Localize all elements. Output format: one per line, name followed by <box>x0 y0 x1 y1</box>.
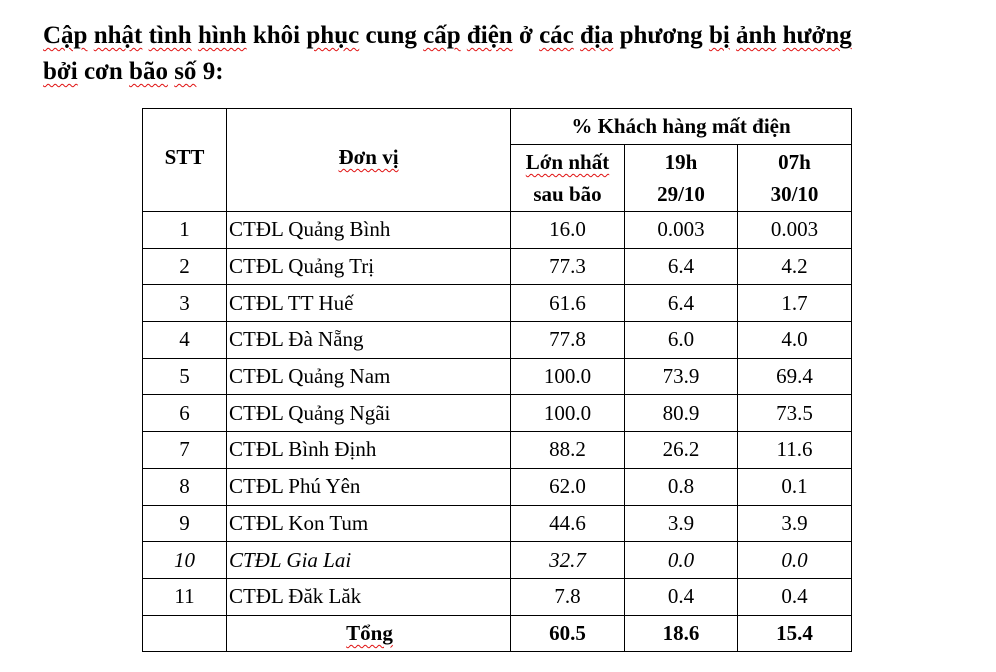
cell-07h: 0.0 <box>738 542 852 579</box>
title-word: ảnh <box>736 22 777 49</box>
title-word: tình <box>148 22 192 49</box>
title-word: điện <box>466 22 513 49</box>
power-outage-table <box>142 108 852 652</box>
table-row <box>143 248 852 285</box>
header-group-outage-percent: % Khách hàng mất điện <box>511 109 852 145</box>
cell-19h: 3.9 <box>625 505 738 542</box>
cell-19h: 80.9 <box>625 395 738 432</box>
table-row <box>143 432 852 469</box>
title-word: hình <box>197 22 247 49</box>
header-max-after-storm: Lớn nhất sau bão <box>511 145 625 212</box>
cell-max: 62.0 <box>511 468 625 505</box>
cell-unit: CTĐL Quảng Bình <box>227 212 511 249</box>
cell-07h: 69.4 <box>738 358 852 395</box>
cell-max: 61.6 <box>511 285 625 322</box>
cell-stt-empty <box>143 615 227 652</box>
document-title <box>43 18 973 90</box>
cell-19h: 26.2 <box>625 432 738 469</box>
cell-07h: 0.003 <box>738 212 852 249</box>
cell-unit: CTĐL Kon Tum <box>227 505 511 542</box>
cell-19h: 6.0 <box>625 322 738 359</box>
title-word: cấp <box>423 22 461 49</box>
cell-stt: 7 <box>143 432 227 469</box>
cell-total-max: 60.5 <box>511 615 625 652</box>
title-word: khôi <box>252 22 301 49</box>
cell-total-19h: 18.6 <box>625 615 738 652</box>
cell-max: 7.8 <box>511 578 625 615</box>
title-word: địa <box>580 22 614 49</box>
cell-07h: 3.9 <box>738 505 852 542</box>
cell-stt: 10 <box>143 542 227 579</box>
title-word: 9: <box>202 58 224 85</box>
cell-19h: 6.4 <box>625 248 738 285</box>
cell-07h: 11.6 <box>738 432 852 469</box>
cell-max: 77.8 <box>511 322 625 359</box>
table-row <box>143 468 852 505</box>
header-stt: STT <box>143 109 227 212</box>
cell-max: 77.3 <box>511 248 625 285</box>
cell-unit: CTĐL Quảng Ngãi <box>227 395 511 432</box>
cell-stt: 9 <box>143 505 227 542</box>
cell-stt: 1 <box>143 212 227 249</box>
cell-07h: 73.5 <box>738 395 852 432</box>
cell-19h: 73.9 <box>625 358 738 395</box>
cell-19h: 0.8 <box>625 468 738 505</box>
cell-07h: 0.1 <box>738 468 852 505</box>
header-unit: Đơn vị <box>227 109 511 212</box>
title-word: bởi <box>43 58 78 85</box>
cell-total-label: Tổng <box>227 615 511 652</box>
cell-unit: CTĐL Quảng Trị <box>227 248 511 285</box>
table-row <box>143 505 852 542</box>
cell-19h: 0.003 <box>625 212 738 249</box>
title-word: số <box>174 58 197 85</box>
cell-max: 100.0 <box>511 358 625 395</box>
cell-07h: 4.0 <box>738 322 852 359</box>
title-word: phương <box>619 22 703 49</box>
title-word: phục <box>306 22 360 49</box>
cell-stt: 8 <box>143 468 227 505</box>
cell-max: 44.6 <box>511 505 625 542</box>
cell-unit: CTĐL Quảng Nam <box>227 358 511 395</box>
table-row <box>143 578 852 615</box>
cell-max: 16.0 <box>511 212 625 249</box>
title-word: bị <box>708 22 730 49</box>
cell-unit: CTĐL Bình Định <box>227 432 511 469</box>
header-row-group <box>143 109 852 145</box>
header-19h-29-10: 19h 29/10 <box>625 145 738 212</box>
cell-stt: 4 <box>143 322 227 359</box>
cell-07h: 0.4 <box>738 578 852 615</box>
cell-stt: 2 <box>143 248 227 285</box>
title-word: Cập <box>43 22 88 49</box>
title-word: cơn <box>83 58 123 85</box>
cell-max: 100.0 <box>511 395 625 432</box>
title-word: ở <box>518 22 533 49</box>
cell-19h: 0.4 <box>625 578 738 615</box>
cell-19h: 6.4 <box>625 285 738 322</box>
cell-unit: CTĐL Gia Lai <box>227 542 511 579</box>
cell-07h: 1.7 <box>738 285 852 322</box>
table-total-row <box>143 615 852 652</box>
title-word: cung <box>365 22 417 49</box>
table-row <box>143 285 852 322</box>
title-word: các <box>539 22 574 49</box>
cell-max: 32.7 <box>511 542 625 579</box>
cell-07h: 4.2 <box>738 248 852 285</box>
title-word: hưởng <box>782 22 852 49</box>
header-07h-30-10: 07h 30/10 <box>738 145 852 212</box>
cell-unit: CTĐL Đà Nẵng <box>227 322 511 359</box>
cell-total-07h: 15.4 <box>738 615 852 652</box>
cell-19h: 0.0 <box>625 542 738 579</box>
cell-max: 88.2 <box>511 432 625 469</box>
table-row <box>143 358 852 395</box>
title-word: nhật <box>93 22 143 49</box>
cell-stt: 3 <box>143 285 227 322</box>
table-row <box>143 542 852 579</box>
cell-unit: CTĐL Đăk Lăk <box>227 578 511 615</box>
cell-stt: 5 <box>143 358 227 395</box>
cell-unit: CTĐL TT Huế <box>227 285 511 322</box>
table-row <box>143 212 852 249</box>
cell-stt: 6 <box>143 395 227 432</box>
table-row <box>143 395 852 432</box>
title-word: bão <box>129 58 168 85</box>
table-row <box>143 322 852 359</box>
cell-unit: CTĐL Phú Yên <box>227 468 511 505</box>
cell-stt: 11 <box>143 578 227 615</box>
